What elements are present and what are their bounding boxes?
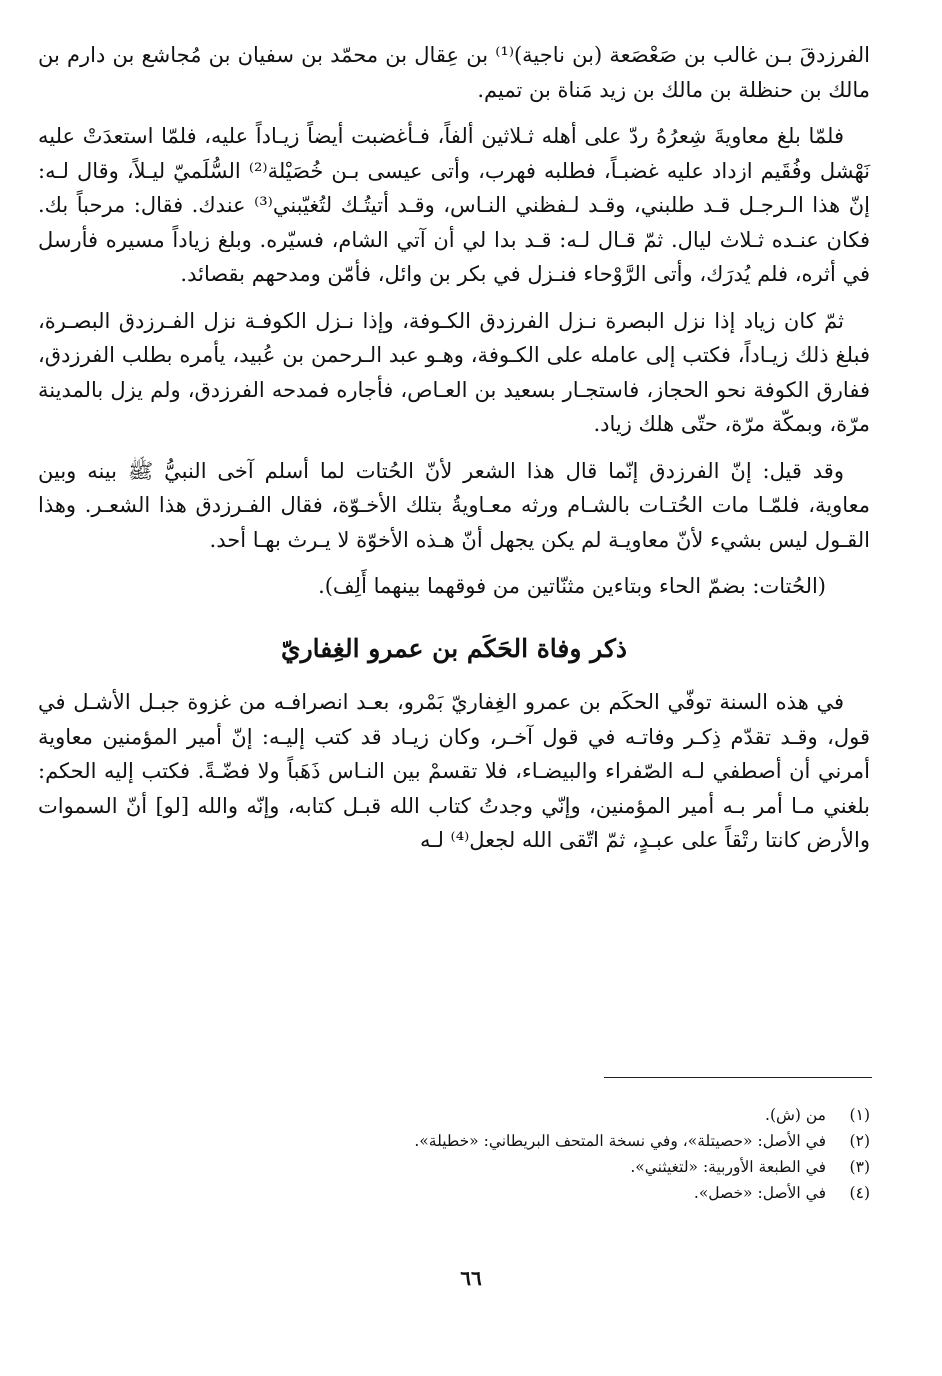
paragraph-4: وقد قيل: إنّ الفرزدق إنّما قال هذا الشعر لأنّ الحُتات لما أسلم آخى النبيُّ ﷺ بينه وبين معاوية، فلمّـا مات الحُتـات بالشـام ورثه معـاويةُ بتلك الأخـوّة، فقال الفـرزدق هذا الشعـر. وهذا القـول ليس بشيء لأنّ معاويـة لم يكن يجهل أنّ هـذه الأخوّة لا يـرث بهـا أحد. [38, 458, 870, 552]
paragraph-2: فلمّا بلغ معاويةَ شِعرُهُ ردّ على أهله ثـلاثين ألفاً، فـأغضبت أيضاً زيـاداً عليه، فلمّا استعدَتْ عليه نَهْشل وفُقَيم ازداد عليه غضبـاً، فطلبه فهرب، وأتى عيسى بـن خُصَيْلة⁽²⁾ السُّلَميّ ليـلاً، وقال لـه: إنّ هذا الـرجـل قـد طلبني، وقـد لـفظني النـاس، وقـد أتيتُـك لتُغيّبني⁽³⁾ عندك. فقال: مرحباً بك. فكان عنـده ثـلاث ليال. ثمّ قـال لـه: قـد بدا لي أن آتي الشام، فسيّره. وبلغ زياداً مسيره فأرسل في أثره، فلم يُدرَك، وأتى الرَّوْحاء فنـزل في بكر بن وائل، فأمّن ومدحهم بقصائد. [38, 124, 870, 286]
paragraph-3: ثمّ كان زياد إذا نزل البصرة نـزل الفرزدق الكـوفة، وإذا نـزل الكوفـة نزل الفـرزدق البصـرة، فبلغ ذلك زيـاداً، فكتب إلى عامله على الكـوفة، وهـو عبد الـرحمن بن عُبيد، يأمره بطلب الفرزدق، ففارق الكوفة نحو الحجاز، فاستجـار بسعيد بن العـاص، فأجاره فمدحه الفرزدق، ولم يزل بالمدينة مرّة، وبمكّة مرّة، حتّى هلك زياد. [38, 308, 870, 436]
footnote-2 [170, 1128, 870, 1154]
page-body [38, 38, 870, 870]
footnote-4 [170, 1180, 870, 1206]
footnote-text: في الأصل: «حصيتلة»، وفي نسخة المتحف البريطاني: «خطيلة». [414, 1132, 826, 1150]
footnote-text: في الطبعة الأوربية: «لتغيثني». [630, 1158, 826, 1176]
footnote-number: (٢) [849, 1132, 870, 1150]
section-heading: ذكر وفاة الحَكَم بن عمرو الغِفاريّ [281, 634, 627, 663]
footnote-separator [604, 1077, 872, 1078]
section-paragraph: في هذه السنة توفّي الحكَم بن عمرو الغِفاريّ بَمْرو، بعـد انصرافـه من غزوة جبـل الأشـل في قول، وقـد تقدّم ذِكـر وفاتـه في قول آخـر، وكان زيـاد قد كتب إليـه: إنّ أمير المؤمنين معاوية أمرني أن أصطفي لـه الصّفراء والبيضـاء، فلا تقسمْ بين النـاس ذَهَباً ولا فضّـةً. فكتب إليه الحكم: بلغني مـا أمر بـه أمير المؤمنين، وإنّي وجدتُ كتاب الله قبـل كتابه، وإنّه والله [لو] أنّ السموات والأرض كانتا رتْقاً على عبـدٍ، ثمّ اتّقى الله لجعل⁽⁴⁾ لـه [38, 690, 870, 852]
explanatory-note: (الحُتات: بضمّ الحاء وبتاءين مثنّاتين من فوقهما بينهما أَلِف). [318, 574, 826, 598]
page-number: ٦٦ [460, 1266, 482, 1290]
footnote-3 [170, 1154, 870, 1180]
paragraph-1: الفرزدقَ بـن غالب بن صَعْصَعة (بن ناجية)⁽¹⁾ بن عِقال بن محمّد بن سفيان بن مُجاشع بن دارم بن مالك بن حنظلة بن مالك بن زيد مَناة بن تميم. [38, 43, 870, 102]
footnote-text: من (ش). [765, 1106, 826, 1124]
footnote-text: في الأصل: «خصل». [693, 1184, 826, 1202]
footnotes [170, 1102, 870, 1206]
footnote-number: (٣) [849, 1158, 870, 1176]
footnote-number: (١) [849, 1106, 870, 1124]
footnote-number: (٤) [849, 1184, 870, 1202]
footnote-1 [170, 1102, 870, 1128]
